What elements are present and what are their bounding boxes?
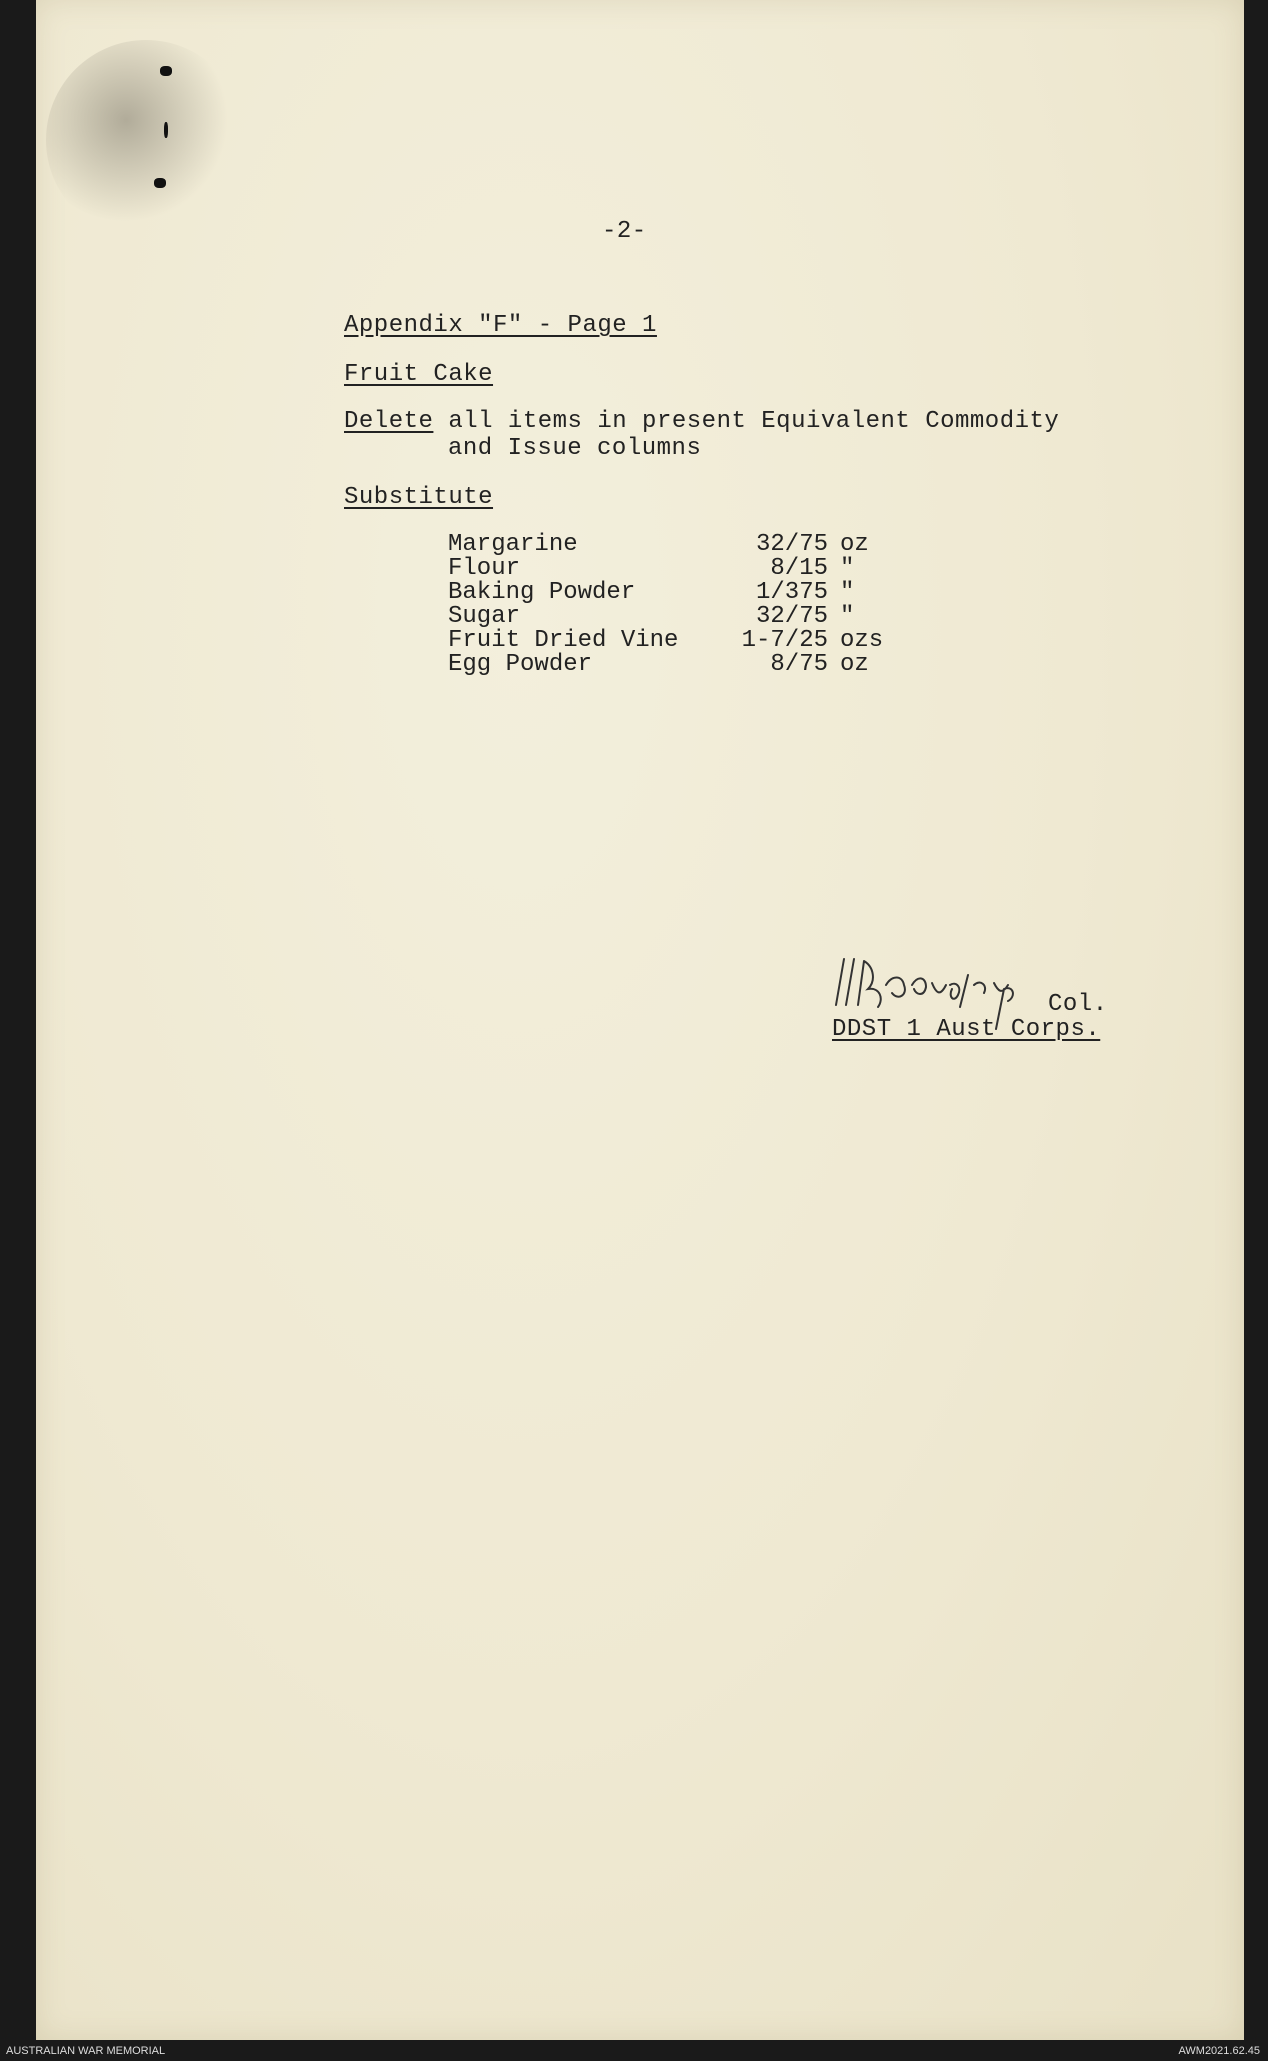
ingredient-qty: 32/75 — [755, 531, 828, 558]
item-title: Fruit Cake — [344, 361, 494, 388]
ingredient-row — [448, 555, 855, 582]
footer-accession-number: AWM2021.62.45 — [1178, 2045, 1260, 2057]
signature-rank: Col. — [1048, 991, 1108, 1018]
appendix-heading: Appendix "F" - Page 1 — [344, 312, 657, 339]
ingredient-qty: 8/75 — [770, 651, 828, 678]
delete-instruction-cont: and Issue columns — [448, 435, 702, 462]
ingredient-name: Baking Powder — [448, 579, 636, 606]
ingredient-qty: 1/375 — [755, 579, 828, 606]
ingredient-unit: oz — [840, 651, 869, 678]
ingredient-name: Margarine — [448, 531, 578, 558]
substitute-label: Substitute — [344, 484, 494, 511]
ingredient-unit: " — [840, 579, 855, 606]
ingredient-qty: 8/15 — [770, 555, 828, 582]
archive-footer — [0, 2041, 1268, 2061]
ingredient-unit: " — [840, 603, 855, 630]
ingredient-name: Flour — [448, 555, 521, 582]
ink-stain — [46, 40, 246, 240]
delete-instruction — [344, 408, 1059, 435]
page-number: -2- — [602, 218, 647, 245]
ingredient-name: Fruit Dried Vine — [448, 627, 679, 654]
ingredient-unit: oz — [840, 531, 869, 558]
ingredient-qty: 32/75 — [755, 603, 828, 630]
delete-text: all items in present Equivalent Commodity — [433, 408, 1060, 435]
delete-label: Delete — [344, 408, 434, 435]
ingredient-name: Egg Powder — [448, 651, 593, 678]
ingredient-row — [448, 627, 884, 654]
ingredient-unit: ozs — [840, 627, 884, 654]
ink-mark — [154, 178, 166, 188]
ingredient-row — [448, 531, 869, 558]
footer-institution: AUSTRALIAN WAR MEMORIAL — [6, 2045, 166, 2057]
ink-mark — [160, 66, 172, 76]
ingredient-row — [448, 651, 869, 678]
ingredient-name: Sugar — [448, 603, 521, 630]
ink-mark — [164, 122, 168, 138]
ingredient-unit: " — [840, 555, 855, 582]
signature-title: DDST 1 Aust Corps. — [832, 1016, 1101, 1043]
ingredient-qty: 1-7/25 — [741, 627, 828, 654]
ingredient-row — [448, 579, 855, 606]
ingredient-row — [448, 603, 855, 630]
